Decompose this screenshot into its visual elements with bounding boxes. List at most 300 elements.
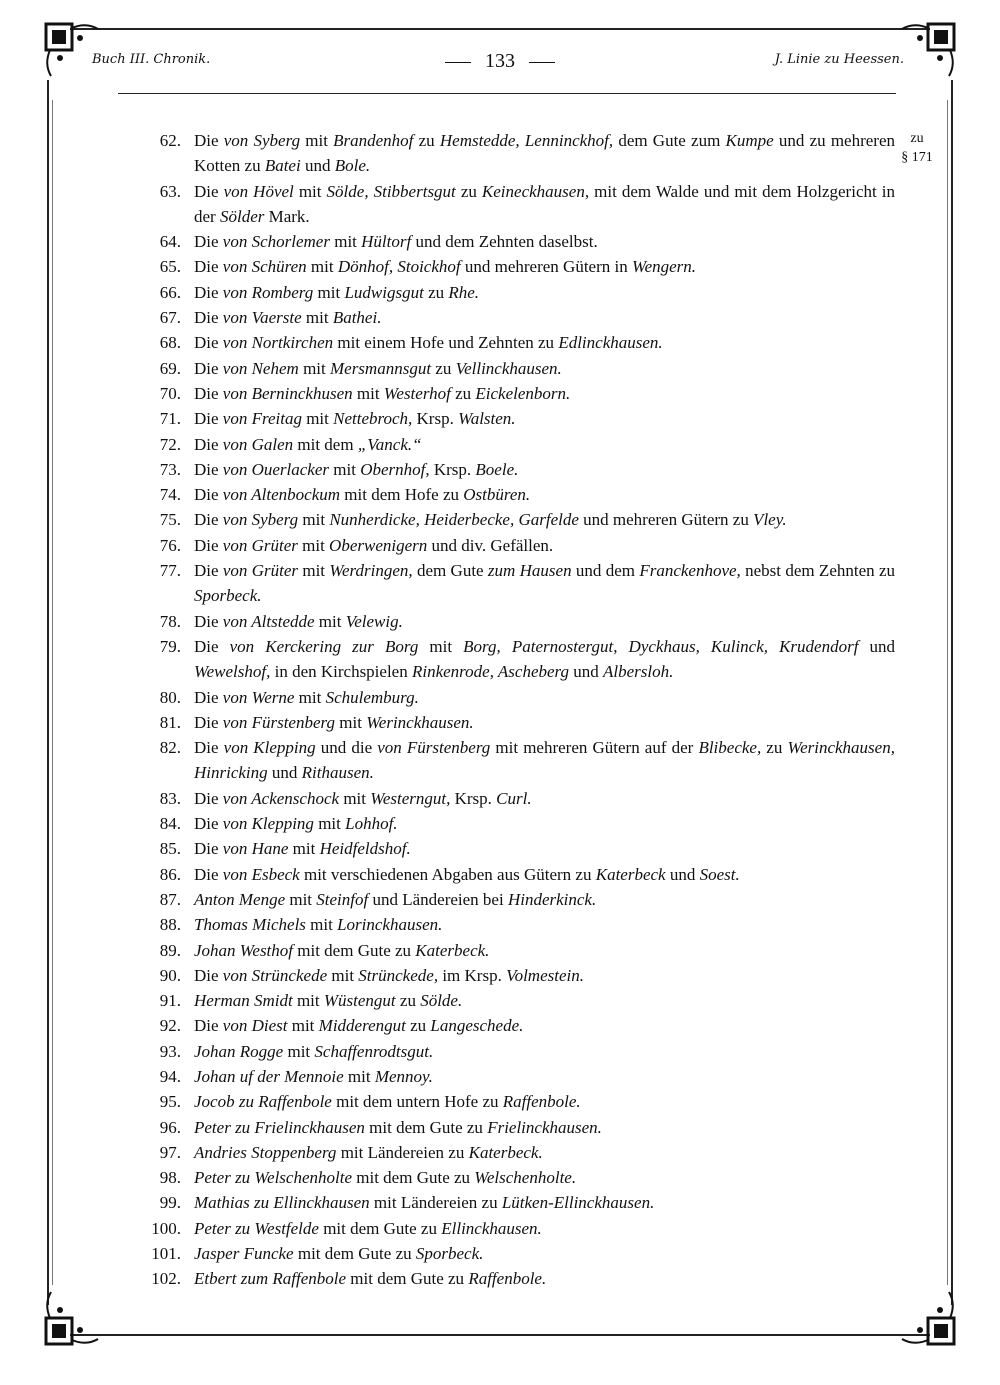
entry-text-segment: Blibecke, <box>698 738 762 758</box>
entry-text <box>194 1143 543 1162</box>
entry-text-segment: von Hane <box>222 839 289 859</box>
entry-text-segment: Die <box>194 788 223 808</box>
margin-note <box>897 130 937 166</box>
entry-number: 95. <box>159 1092 181 1112</box>
entry-text-segment: von Galen <box>222 434 294 454</box>
entry-number: 89. <box>159 940 181 960</box>
entry-text-segment: Hültorf <box>361 232 412 252</box>
entry-text-segment: Die <box>194 561 223 581</box>
frame-right-line <box>951 80 953 1305</box>
entry-number: 81. <box>159 712 181 732</box>
entry-text-segment: dem Gute <box>412 561 488 581</box>
entry-text-segment: „Vanck.“ <box>357 434 422 454</box>
entry-text-segment: Borg, Paternostergut, Dyckhaus, Kulinck, Krudendorf <box>463 636 859 656</box>
entry-number: 98. <box>159 1168 181 1188</box>
entry-text-segment: Obernhof, <box>360 459 430 479</box>
entry-number: 94. <box>159 1066 181 1086</box>
entry-text-segment: mit dem Gute zu <box>352 1168 475 1188</box>
list-item <box>140 507 895 532</box>
entry-text-segment: Franckenhove, <box>639 561 741 581</box>
entry-number: 88. <box>159 915 181 935</box>
entry-text-segment: von Syberg <box>222 510 299 530</box>
list-item <box>140 988 895 1013</box>
list-item <box>140 811 895 836</box>
entry-text-segment: mit <box>293 181 327 201</box>
entry-text-segment: mit dem Hofe zu <box>340 485 464 505</box>
entry-text <box>194 991 462 1010</box>
entry-number: 100. <box>151 1218 181 1238</box>
entry-text-segment: mit dem Gute zu <box>293 940 416 960</box>
entry-text-segment: Vley. <box>753 510 787 530</box>
entry-text-segment: Peter zu Frielinckhausen <box>194 1117 365 1137</box>
list-item <box>140 1115 895 1140</box>
entry-text-segment: mit <box>298 358 330 378</box>
entry-text-segment: mit <box>329 232 362 252</box>
frame-bottom-line <box>70 1334 930 1336</box>
list-item <box>140 1241 895 1266</box>
entry-text <box>194 612 403 631</box>
entry-text-segment: zu <box>423 282 449 302</box>
list-item <box>140 1165 895 1190</box>
entry-text-segment: von Romberg <box>222 282 314 302</box>
entry-text-segment: Die <box>194 864 223 884</box>
entry-number: 92. <box>159 1016 181 1036</box>
entry-number: 71. <box>159 409 181 429</box>
entry-text-segment: mit verschiedenen Abgaben aus Gütern zu <box>299 864 596 884</box>
entry-number: 84. <box>159 814 181 834</box>
entry-text-segment: mit <box>314 611 346 631</box>
entry-text-segment: und div. Gefällen. <box>427 535 554 555</box>
entry-text-segment: Schaffenrodtsgut. <box>314 1041 434 1061</box>
entry-text-segment: und dem <box>571 561 640 581</box>
entry-text-segment: Die <box>194 535 223 555</box>
entry-text-segment: mit <box>288 839 320 859</box>
entry-text-segment: und <box>300 156 335 176</box>
entry-text <box>194 131 895 175</box>
entry-text <box>194 1193 654 1212</box>
list-item <box>140 1266 895 1291</box>
entry-text-segment: von Kerckering zur Borg <box>229 636 419 656</box>
entry-text-segment: Die <box>194 383 223 403</box>
list-item <box>140 735 895 786</box>
entry-text <box>194 232 598 251</box>
entry-text-segment: Die <box>194 965 223 985</box>
entry-number: 91. <box>159 991 181 1011</box>
entry-text <box>194 1168 576 1187</box>
entry-text-segment: Ostbüren. <box>463 485 531 505</box>
entry-text-segment: von Diest <box>222 1016 288 1036</box>
entry-text-segment: Sölde, Stibbertsgut <box>326 181 456 201</box>
entry-text-segment: Jocob zu Raffenbole <box>194 1092 332 1112</box>
entry-text <box>194 510 787 529</box>
entry-text-segment: Die <box>194 738 224 758</box>
entry-text-segment: mit <box>339 788 371 808</box>
entry-text-segment: Bathei. <box>332 308 382 328</box>
entry-number: 83. <box>159 788 181 808</box>
entry-text-segment: Krsp. <box>450 788 497 808</box>
entry-text-segment: Etbert zum Raffenbole <box>194 1269 347 1289</box>
entry-number: 80. <box>159 687 181 707</box>
header-left-book-title: Buch III. Chronik. <box>92 52 211 67</box>
entry-text-segment: Hemstedde, Lenninckhof, <box>439 131 614 150</box>
entry-text-segment: Die <box>194 333 223 353</box>
entry-text-segment: Wewelshof, <box>194 662 271 682</box>
entry-text <box>194 1118 602 1137</box>
entry-text-segment: mit <box>301 308 333 328</box>
entry-text-segment: von Schorlemer <box>222 232 330 252</box>
entry-text-segment: Dönhof, Stoickhof <box>337 257 461 277</box>
list-item <box>140 482 895 507</box>
entry-text <box>194 308 381 327</box>
entry-number: 85. <box>159 839 181 859</box>
entry-text-segment: und die <box>315 738 378 758</box>
entry-text-segment: Lorinckhausen. <box>337 915 443 935</box>
entry-text-segment: Eickelenborn. <box>475 383 571 403</box>
entry-text-segment: Walsten. <box>458 409 516 429</box>
list-item <box>140 786 895 811</box>
entry-text-segment: mit Ländereien zu <box>336 1142 469 1162</box>
entry-text-segment: von Altstedde <box>222 611 315 631</box>
entry-text-segment: von Ackenschock <box>222 788 340 808</box>
header-rule <box>118 93 896 94</box>
entry-text-segment: Volmestein. <box>506 965 584 985</box>
entry-text <box>194 485 530 504</box>
entry-text-segment: mit <box>306 257 338 277</box>
entry-text-segment: von Klepping <box>222 814 314 834</box>
header-dash-right <box>529 62 555 63</box>
entry-number: 90. <box>159 965 181 985</box>
entry-text <box>194 257 696 276</box>
entry-text <box>194 1269 546 1288</box>
entry-text-segment: Keineckhausen, <box>481 181 590 201</box>
list-item <box>140 710 895 735</box>
margin-note-line1: zu <box>910 131 924 146</box>
entry-number: 67. <box>159 308 181 328</box>
entry-text-segment: Die <box>194 611 223 631</box>
entry-text <box>194 359 562 378</box>
entry-text-segment: Die <box>194 181 224 201</box>
entry-number: 64. <box>159 232 181 252</box>
entry-text-segment: mit <box>301 409 334 429</box>
entry-text-segment: von Nortkirchen <box>222 333 334 353</box>
corner-ornament-bottom-right <box>900 1290 960 1350</box>
entry-number: 74. <box>159 485 181 505</box>
entry-text-segment: von Ouerlacker <box>222 459 330 479</box>
entry-text-segment: Soest. <box>699 864 740 884</box>
entry-text-segment: und dem Zehnten daselbst. <box>411 232 598 252</box>
entry-text-segment: Rhe. <box>448 282 480 302</box>
entry-text <box>194 738 895 782</box>
entry-text-segment: Boele. <box>475 459 519 479</box>
entry-number: 75. <box>159 510 181 530</box>
entry-text-segment: Raffenbole. <box>468 1269 547 1289</box>
entry-text-segment: mit <box>329 459 361 479</box>
entry-text <box>194 561 895 605</box>
entry-text-segment: Sölder <box>219 206 265 226</box>
entry-text <box>194 941 489 960</box>
list-item <box>140 887 895 912</box>
entry-text <box>194 713 474 732</box>
entry-text-segment: und <box>267 763 302 783</box>
entry-text-segment: Krsp. <box>412 409 459 429</box>
entry-text <box>194 688 419 707</box>
entry-text-segment: Die <box>194 636 230 656</box>
entry-text-segment: Die <box>194 232 223 252</box>
entry-text <box>194 1067 433 1086</box>
corner-ornament-bottom-left <box>40 1290 100 1350</box>
entry-text-segment: Wüstengut <box>323 991 396 1011</box>
entry-text-segment: von Hövel <box>223 181 294 201</box>
list-item <box>140 1013 895 1038</box>
list-item <box>140 1190 895 1215</box>
entry-text-segment: von Klepping <box>223 738 316 758</box>
entry-text-segment: Peter zu Welschenholte <box>194 1168 352 1188</box>
entry-text-segment: mit <box>313 814 346 834</box>
list-item <box>140 1216 895 1241</box>
entry-text <box>194 839 411 858</box>
entry-number: 82. <box>159 738 181 758</box>
entry-text <box>194 460 518 479</box>
entry-text-segment: von Altenbockum <box>222 485 341 505</box>
entry-text-segment: Die <box>194 485 223 505</box>
entry-text <box>194 1016 523 1035</box>
entry-text-segment: und zu mehreren Kotten zu <box>194 131 896 176</box>
entry-text-segment: Die <box>194 687 223 707</box>
entry-number: 78. <box>159 611 181 631</box>
entry-text <box>194 283 479 302</box>
list-item <box>140 229 895 254</box>
entry-text-segment: Thomas Michels <box>194 915 306 935</box>
list-item <box>140 836 895 861</box>
entry-text-segment: Vellinckhausen. <box>455 358 562 378</box>
entry-text <box>194 1244 483 1263</box>
entry-text-segment: Wengern. <box>631 257 697 277</box>
entry-text-segment: Mathias zu Ellinckhausen <box>194 1193 370 1213</box>
entry-text <box>194 536 553 555</box>
entry-text-segment: von Syberg <box>223 131 301 150</box>
entry-text-segment: Werinckhausen. <box>366 712 474 732</box>
entry-text-segment: Die <box>194 409 223 429</box>
entry-text <box>194 384 570 403</box>
entry-text-segment: mit <box>343 1066 375 1086</box>
entry-number: 86. <box>159 864 181 884</box>
entry-text-segment: von Fürstenberg <box>222 712 336 732</box>
entry-text-segment: dem Gute zum <box>613 131 726 150</box>
entry-text-segment: mit <box>283 1041 315 1061</box>
entry-list <box>140 128 895 1292</box>
entry-text-segment: Westerngut, <box>370 788 451 808</box>
entry-text-segment: nebst dem Zehnten zu <box>740 561 896 581</box>
entry-text-segment: mit dem <box>293 434 358 454</box>
entry-text-segment: Die <box>194 459 223 479</box>
entry-text <box>194 865 740 884</box>
entry-text-segment: Johan Westhof <box>194 940 294 960</box>
entry-text-segment: Die <box>194 434 223 454</box>
entry-text-segment: Werinckhausen, Hinricking <box>194 738 895 783</box>
entry-text-segment: Jasper Funcke <box>194 1244 294 1264</box>
entry-number: 93. <box>159 1041 181 1061</box>
list-item <box>140 330 895 355</box>
entry-text-segment: Heidfeldshof. <box>319 839 411 859</box>
entry-text-segment: von Strünckede <box>222 965 328 985</box>
entry-text-segment: Johan uf der Mennoie <box>194 1066 344 1086</box>
entry-number: 96. <box>159 1117 181 1137</box>
entry-number: 69. <box>159 358 181 378</box>
entry-text-segment: Schulemburg. <box>325 687 419 707</box>
list-item <box>140 685 895 710</box>
entry-text-segment: Andries Stoppenberg <box>194 1142 337 1162</box>
list-item <box>140 938 895 963</box>
frame-top-line <box>70 28 930 30</box>
entry-text-segment: zum Hausen <box>487 561 572 581</box>
entry-text-segment: Johan Rogge <box>194 1041 284 1061</box>
frame-left-line <box>47 80 49 1305</box>
list-item <box>140 862 895 887</box>
entry-text-segment: Sölde. <box>420 991 463 1011</box>
entry-text-segment: mit dem Gute zu <box>346 1269 469 1289</box>
entry-text-segment: Midderengut <box>318 1016 406 1036</box>
entry-text-segment: mit <box>418 636 464 656</box>
entry-text-segment: Ellinckhausen. <box>441 1218 542 1238</box>
entry-text-segment: mit <box>297 535 330 555</box>
entry-text-segment: Krsp. <box>429 459 476 479</box>
entry-text-segment: im Krsp. <box>438 965 507 985</box>
entry-text-segment: zu <box>431 358 456 378</box>
entry-text-segment: in den Kirchspielen <box>270 662 412 682</box>
entry-text-segment: mit einem Hofe und Zehnten zu <box>333 333 559 353</box>
entry-text-segment: zu <box>761 738 788 758</box>
entry-text <box>194 915 442 934</box>
entry-text <box>194 890 596 909</box>
entry-text <box>194 637 895 681</box>
entry-text-segment: und mehreren Gütern zu <box>578 510 754 530</box>
entry-text <box>194 435 422 454</box>
entry-text-segment: Brandenhof <box>333 131 414 150</box>
entry-number: 66. <box>159 282 181 302</box>
entry-text-segment: Welschenholte. <box>474 1168 577 1188</box>
list-item <box>140 558 895 609</box>
entry-text-segment: von Freitag <box>222 409 302 429</box>
entry-text-segment: Langeschede. <box>430 1016 524 1036</box>
frame-right-inner-line <box>947 100 948 1285</box>
entry-text-segment: mit <box>298 561 330 581</box>
entry-text-segment: mit <box>327 965 359 985</box>
list-item <box>140 254 895 279</box>
entry-text-segment: mit <box>294 687 326 707</box>
entry-text-segment: zu <box>395 991 421 1011</box>
entry-text-segment: Werdringen, <box>329 561 413 581</box>
entry-text <box>194 182 895 226</box>
entry-text-segment: Raffenbole. <box>502 1092 581 1112</box>
entry-text-segment: Kumpe <box>725 131 774 150</box>
entry-text-segment: mit <box>313 282 345 302</box>
list-item <box>140 305 895 330</box>
entry-number: 63. <box>159 181 181 201</box>
entry-text-segment: zu <box>405 1016 431 1036</box>
list-item <box>140 1140 895 1165</box>
entry-text-segment: und Ländereien bei <box>368 889 508 909</box>
entry-text-segment: mit <box>287 1016 319 1036</box>
entry-number: 65. <box>159 257 181 277</box>
entry-text <box>194 1042 433 1061</box>
entry-text-segment: Strünckede, <box>358 965 439 985</box>
entry-text <box>194 1092 581 1111</box>
list-item <box>140 356 895 381</box>
page-number: 133 <box>485 50 515 72</box>
entry-number: 97. <box>159 1142 181 1162</box>
list-item <box>140 406 895 431</box>
entry-text-segment: mit dem Gute zu <box>364 1117 488 1137</box>
entry-text-segment: Hinderkinck. <box>507 889 597 909</box>
entry-text-segment: Die <box>194 131 224 150</box>
entry-text-segment: Die <box>194 1016 223 1036</box>
entry-text-segment: Albersloh. <box>603 662 674 682</box>
list-item <box>140 634 895 685</box>
entry-text-segment: Edlinckhausen. <box>558 333 663 353</box>
entry-text-segment: zu <box>413 131 440 150</box>
entry-text-segment: von Grüter <box>222 535 298 555</box>
header-dash-left <box>445 62 471 63</box>
entry-text-segment: Nunherdicke, Heiderbecke, Garfelde <box>329 510 579 530</box>
frame-left-inner-line <box>52 100 53 1285</box>
entry-number: 68. <box>159 333 181 353</box>
entry-text <box>194 333 663 352</box>
entry-text-segment: Katerbeck <box>595 864 666 884</box>
list-item <box>140 1064 895 1089</box>
entry-text-segment: mit <box>335 712 367 732</box>
entry-text-segment: Die <box>194 308 223 328</box>
entry-text-segment: Sporbeck. <box>194 586 262 606</box>
header-right-section-title: J. Linie zu Heessen. <box>774 52 904 67</box>
entry-text-segment: Mark. <box>264 206 310 226</box>
entry-text-segment: mit mehreren Gütern auf der <box>490 738 699 758</box>
entry-text-segment: zu <box>450 383 476 403</box>
entry-text-segment: Steinfof <box>316 889 369 909</box>
entry-text-segment: Bole. <box>334 156 371 176</box>
entry-text-segment: Die <box>194 358 223 378</box>
entry-text <box>194 409 516 428</box>
entry-text-segment: Batei <box>264 156 301 176</box>
entry-text-segment: mit <box>292 991 324 1011</box>
list-item <box>140 280 895 305</box>
entry-text-segment: Mersmannsgut <box>329 358 432 378</box>
entry-text-segment: Peter zu Westfelde <box>194 1218 319 1238</box>
entry-text-segment: Nettebroch, <box>333 409 413 429</box>
entry-text-segment: Lohhof. <box>345 814 398 834</box>
entry-text-segment: Lütken-Ellinckhausen. <box>501 1193 655 1213</box>
entry-text-segment: und mehreren Gütern in <box>460 257 632 277</box>
entry-number: 79. <box>159 636 181 656</box>
entry-text-segment: Die <box>194 712 223 732</box>
entry-text-segment: von Berninckhusen <box>222 383 353 403</box>
list-item <box>140 457 895 482</box>
entry-number: 72. <box>159 434 181 454</box>
list-item <box>140 912 895 937</box>
entry-text-segment: zu <box>455 181 482 201</box>
entry-text <box>194 814 398 833</box>
entry-text-segment: Die <box>194 839 223 859</box>
entry-text-segment: Katerbeck. <box>415 940 490 960</box>
entry-number: 77. <box>159 561 181 581</box>
list-item <box>140 128 895 179</box>
entry-text-segment: Die <box>194 814 223 834</box>
entry-number: 76. <box>159 535 181 555</box>
entry-number: 102. <box>151 1269 181 1289</box>
list-item <box>140 609 895 634</box>
entry-number: 62. <box>159 131 181 150</box>
entry-text-segment: von Esbeck <box>222 864 300 884</box>
list-item <box>140 1039 895 1064</box>
